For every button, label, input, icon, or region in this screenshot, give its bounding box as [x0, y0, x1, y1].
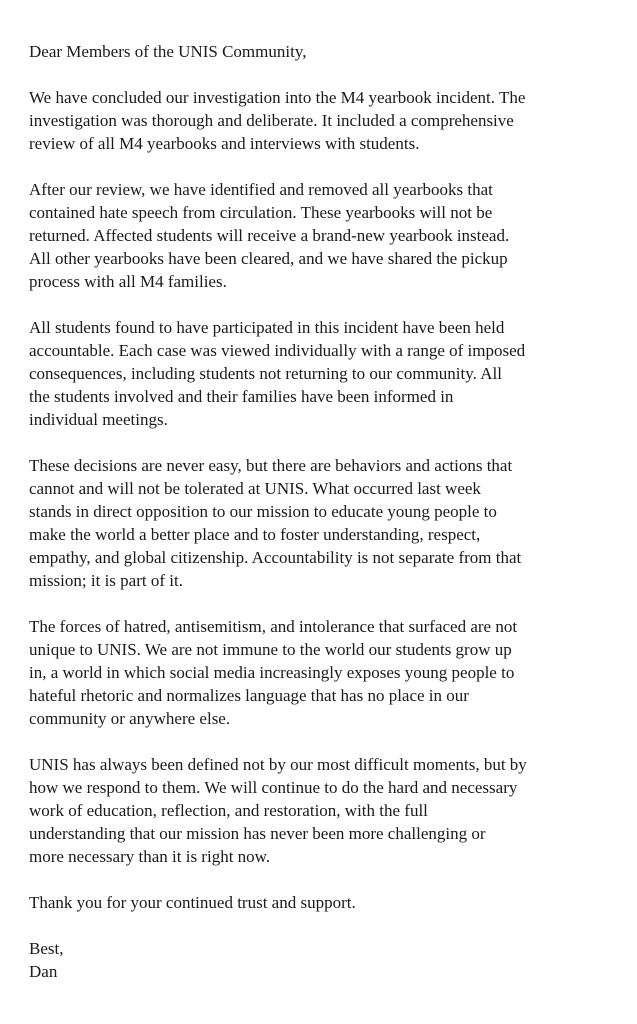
- paragraph-line: UNIS has always been defined not by our most difficult moments, but by: [29, 755, 527, 774]
- paragraph-line: The forces of hatred, antisemitism, and intolerance that surfaced are not: [29, 617, 518, 636]
- paragraph-line: cannot and will not be tolerated at UNIS. What occurred last week: [29, 479, 481, 498]
- paragraph-line: contained hate speech from circulation. These yearbooks will not be: [29, 203, 493, 222]
- paragraph-gap: [29, 431, 614, 454]
- paragraph-line: process with all M4 families.: [29, 272, 227, 291]
- paragraph-line: Thank you for your continued trust and support.: [29, 893, 356, 912]
- paragraph-gap: [29, 293, 614, 316]
- paragraph-line: the students involved and their families have been informed in: [29, 387, 454, 406]
- paragraph-line: investigation was thorough and deliberate. It included a comprehensive: [29, 111, 514, 130]
- paragraph-line: returned. Affected students will receive a brand-new yearbook instead.: [29, 226, 510, 245]
- paragraph-gap: [29, 730, 614, 753]
- paragraph-line: make the world a better place and to foster understanding, respect,: [29, 525, 481, 544]
- paragraph-line: mission; it is part of it.: [29, 571, 183, 590]
- paragraph-line: individual meetings.: [29, 410, 168, 429]
- paragraph-line: review of all M4 yearbooks and interviews with students.: [29, 134, 420, 153]
- paragraph-line: These decisions are never easy, but there are behaviors and actions that: [29, 456, 513, 475]
- paragraph-line: understanding that our mission has never been more challenging or: [29, 824, 486, 843]
- paragraph-line: how we respond to them. We will continue to do the hard and necessary: [29, 778, 518, 797]
- paragraph-accountability: [29, 316, 614, 431]
- paragraph-line: All other yearbooks have been cleared, and we have shared the pickup: [29, 249, 508, 268]
- paragraph-yearbooks: [29, 178, 614, 293]
- paragraph-line: unique to UNIS. We are not immune to the world our students grow up: [29, 640, 512, 659]
- paragraph-gap: [29, 868, 614, 891]
- paragraph-line: stands in direct opposition to our mission to educate young people to: [29, 502, 497, 521]
- greeting: [29, 40, 614, 63]
- paragraph-line: more necessary than it is right now.: [29, 847, 271, 866]
- paragraph-investigation: [29, 86, 614, 155]
- paragraph-forces: [29, 615, 614, 730]
- paragraph-line: in, a world in which social media increasingly exposes young people to: [29, 663, 515, 682]
- signature: Dan: [29, 962, 58, 981]
- paragraph-line: All students found to have participated in this incident have been held: [29, 318, 505, 337]
- paragraph-line: We have concluded our investigation into the M4 yearbook incident. The: [29, 88, 526, 107]
- paragraph-line: After our review, we have identified and removed all yearbooks that: [29, 180, 493, 199]
- paragraph-line: work of education, reflection, and restoration, with the full: [29, 801, 428, 820]
- closing: Best,: [29, 939, 64, 958]
- signoff: [29, 937, 614, 983]
- paragraph-line: community or anywhere else.: [29, 709, 231, 728]
- paragraph-gap: [29, 914, 614, 937]
- paragraph-gap: [29, 592, 614, 615]
- paragraph-line: hateful rhetoric and normalizes language that has no place in our: [29, 686, 469, 705]
- paragraph-gap: [29, 63, 614, 86]
- paragraph-decisions: [29, 454, 614, 592]
- letter: [29, 40, 614, 983]
- greeting-line: Dear Members of the UNIS Community,: [29, 42, 307, 61]
- paragraph-line: empathy, and global citizenship. Accountability is not separate from that: [29, 548, 522, 567]
- paragraph-gap: [29, 155, 614, 178]
- paragraph-line: accountable. Each case was viewed individually with a range of imposed: [29, 341, 526, 360]
- paragraph-mission: [29, 753, 614, 868]
- paragraph-thanks: [29, 891, 614, 914]
- paragraph-line: consequences, including students not returning to our community. All: [29, 364, 502, 383]
